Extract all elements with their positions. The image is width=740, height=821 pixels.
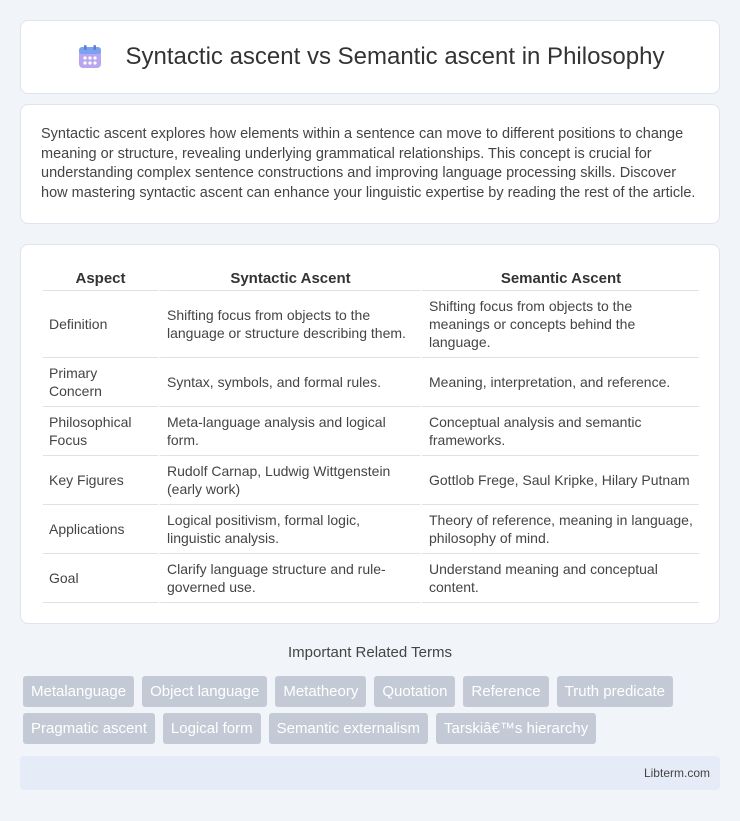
aspect-cell: Goal <box>43 554 158 603</box>
syntactic-cell: Syntax, symbols, and formal rules. <box>158 358 420 407</box>
tag-truth-predicate[interactable]: Truth predicate <box>557 676 673 707</box>
title-card <box>20 20 720 94</box>
footer <box>20 756 720 790</box>
aspect-cell: Key Figures <box>43 456 158 505</box>
related-terms-list <box>23 676 723 750</box>
semantic-cell: Understand meaning and conceptual content. <box>420 554 699 603</box>
aspect-cell: Applications <box>43 505 158 554</box>
aspect-cell: Definition <box>43 291 158 358</box>
tag-reference[interactable]: Reference <box>463 676 548 707</box>
table-row <box>43 505 699 554</box>
tag-logical-form[interactable]: Logical form <box>163 713 261 744</box>
calendar-icon <box>76 43 104 71</box>
table-row <box>43 358 699 407</box>
tag-metalanguage[interactable]: Metalanguage <box>23 676 134 707</box>
header-syntactic: Syntactic Ascent <box>158 267 420 291</box>
page-title: Syntactic ascent vs Semantic ascent in Philosophy <box>125 43 665 70</box>
semantic-cell: Meaning, interpretation, and reference. <box>420 358 699 407</box>
tag-metatheory[interactable]: Metatheory <box>275 676 366 707</box>
tag-pragmatic-ascent[interactable]: Pragmatic ascent <box>23 713 155 744</box>
semantic-cell: Gottlob Frege, Saul Kripke, Hilary Putnam <box>420 456 699 505</box>
header-semantic: Semantic Ascent <box>420 267 699 291</box>
tag-semantic-externalism[interactable]: Semantic externalism <box>269 713 428 744</box>
syntactic-cell: Meta-language analysis and logical form. <box>158 407 420 456</box>
header-aspect: Aspect <box>43 267 158 291</box>
semantic-cell: Conceptual analysis and semantic frameworks. <box>420 407 699 456</box>
table-row <box>43 407 699 456</box>
syntactic-cell: Shifting focus from objects to the language or structure describing them. <box>158 291 420 358</box>
syntactic-cell: Clarify language structure and rule-governed use. <box>158 554 420 603</box>
tag-quotation[interactable]: Quotation <box>374 676 455 707</box>
aspect-cell: Primary Concern <box>43 358 158 407</box>
related-terms-title: Important Related Terms <box>288 644 452 661</box>
semantic-cell: Theory of reference, meaning in language, philosophy of mind. <box>420 505 699 554</box>
intro-text: Syntactic ascent explores how elements within a sentence can move to different positions to change meaning or structure, revealing underlying grammatical relationships. This concept is crucial for understanding complex sentence constructions and improving language processing skills. Discover how mastering syntactic ascent can enhance your linguistic expertise by reading the rest of the article. <box>41 126 696 201</box>
tag-tarskis-hierarchy[interactable]: Tarskiâ€™s hierarchy <box>436 713 596 744</box>
table-header-row <box>43 267 699 291</box>
table-row <box>43 456 699 505</box>
footer-site-link[interactable]: Libterm.com <box>643 766 710 780</box>
intro-card <box>20 104 720 224</box>
table-row <box>43 554 699 603</box>
semantic-cell: Shifting focus from objects to the meanings or concepts behind the language. <box>420 291 699 358</box>
table-row <box>43 291 699 358</box>
comparison-card <box>20 244 720 624</box>
tag-object-language[interactable]: Object language <box>142 676 267 707</box>
syntactic-cell: Logical positivism, formal logic, linguistic analysis. <box>158 505 420 554</box>
aspect-cell: Philosophical Focus <box>43 407 158 456</box>
syntactic-cell: Rudolf Carnap, Ludwig Wittgenstein (early work) <box>158 456 420 505</box>
comparison-table <box>43 267 699 603</box>
